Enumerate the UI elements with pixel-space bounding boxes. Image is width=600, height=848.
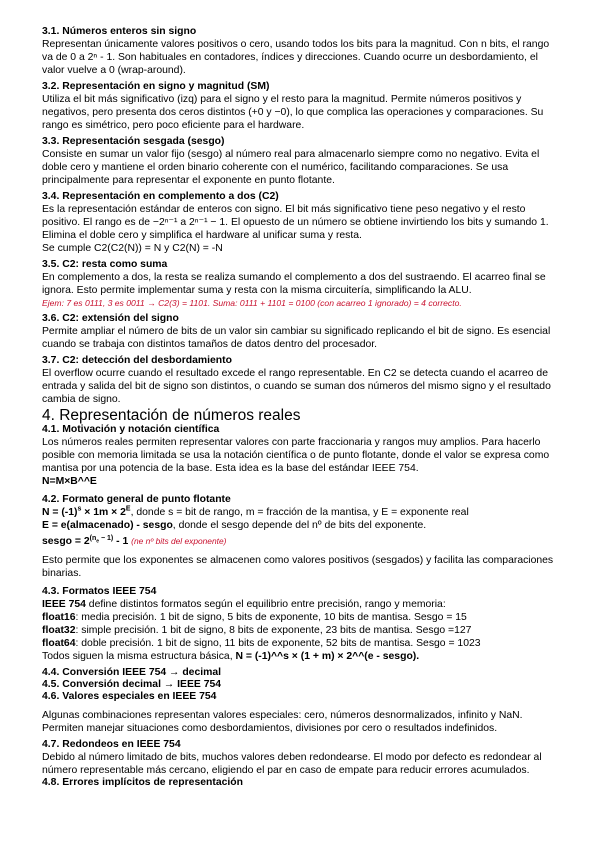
section-4-5-title: 4.5. Conversión decimal → IEEE 754 <box>42 679 222 690</box>
format-desc: : simple precisión. 1 bit de signo, 8 bits de exponente, 23 bits de mantisa. Sesgo =127 <box>75 625 472 636</box>
formula-mantissa-part: × 1m × 2 <box>81 507 126 518</box>
section-3-5-example: Ejem: 7 es 0111, 3 es 0011 → C2(3) = 1101. Suma: 0111 + 1101 = 0100 (con acarreo 1 ignorado) = 4 correcto. <box>42 298 462 308</box>
section-4-3-title: 4.3. Formatos IEEE 754 <box>42 586 157 597</box>
bias-formula-line <box>42 535 562 548</box>
format-name: float64 <box>42 638 76 649</box>
chapter-4-heading: 4. Representación de números reales <box>42 407 301 424</box>
section-3-6-text: Permite ampliar el número de bits de un valor sin cambiar su significado replicando el bit de signo. Es esencial cuando se trabaja con distintos tamaños de datos dentro del procesador. <box>42 326 551 350</box>
format-desc: : media precisión. 1 bit de signo, 5 bits de exponente, 10 bits de mantisa. Sesgo = 15 <box>75 612 467 623</box>
bias-formula-suffix: - 1 <box>113 536 129 547</box>
format-float16 <box>42 611 562 624</box>
section-4-2-title: 4.2. Formato general de punto flotante <box>42 494 231 505</box>
section-3-2-title: 3.2. Representación en signo y magnitud (SM) <box>42 81 270 92</box>
section-4-7-text: Debido al número limitado de bits, muchos valores deben redondearse. El modo por defecto es redondear al número representable más cercano, eligiendo el par en caso de empate para reducir errores acumulados. <box>42 752 542 776</box>
section-4-1-text: Los números reales permiten representar valores con parte fraccionaria y rangos muy amplios. Para hacerlo posible con memoria limitada se usa la notación científica o de punto flotante, donde el valor se expresa como mantisa por una potencia de la base. Esta idea es la base del estándar IEEE 754. <box>42 437 550 474</box>
section-3-3-title: 3.3. Representación sesgada (sesgo) <box>42 136 225 147</box>
section-3-4-formula: Se cumple C2(C2(N)) = N y C2(N) = -N <box>42 243 223 254</box>
formula-power-exponent: E <box>125 505 131 513</box>
section-3-3-text: Consiste en sumar un valor fijo (sesgo) al número real para almacenarlo siempre como no negativo. Evita el doble cero y mantiene el orden binario coherente con el numérico, facilitando comparaciones. Se usa principalmente para representar el exponente en punto flotante. <box>42 149 540 186</box>
exponent-formula: E = e(almacenado) - sesgo <box>42 520 173 531</box>
section-3-5-title: 3.5. C2: resta como suma <box>42 259 168 270</box>
exponent-formula-line <box>42 519 562 532</box>
section-3-5-text: En complemento a dos, la resta se realiza sumando el complemento a dos del sustraendo. El acarreo final se ignora. Esto permite implementar suma y resta con la misma circuitería, simplificando la ALU. <box>42 272 546 296</box>
ieee-intro-rest: define distintos formatos según el equilibrio entre precisión, rango y memoria: <box>85 599 446 610</box>
ieee-summary-pre: Todos siguen la misma estructura básica, <box>42 651 236 662</box>
ieee-intro-bold: IEEE 754 <box>42 599 86 610</box>
section-3-1-title: 3.1. Números enteros sin signo <box>42 26 197 37</box>
document-page <box>42 26 562 789</box>
bias-exp-e: e <box>96 537 100 544</box>
section-3-1-text: Representan únicamente valores positivos o cero, usando todos los bits para la magnitud. Con n bits, el rango va de 0 a 2ⁿ - 1. Son habituales en contadores, índices y direcciones. Cuando ocurre un desbordamiento, el valor vuelve a 0 (wrap-around). <box>42 39 550 76</box>
section-4-8-title: 4.8. Errores implícitos de representación <box>42 777 243 788</box>
format-float32 <box>42 624 562 637</box>
format-desc: : doble precisión. 1 bit de signo, 11 bits de exponente, 52 bits de mantisa. Sesgo = 1023 <box>75 638 481 649</box>
exponent-formula-note: , donde el sesgo depende del nº de bits del exponente. <box>172 520 427 531</box>
section-4-7-title: 4.7. Redondeos en IEEE 754 <box>42 739 181 750</box>
ieee-summary <box>42 650 562 663</box>
format-float64 <box>42 637 562 650</box>
section-4-6-title: 4.6. Valores especiales en IEEE 754 <box>42 691 217 702</box>
section-4-6-text: Algunas combinaciones representan valores especiales: cero, números desnormalizados, infinito y NaN. Permiten manejar situaciones como desbordamientos, divisiones por cero o resultados indefinidos. <box>42 710 523 734</box>
ieee-intro <box>42 598 562 611</box>
bias-exp-n: (n <box>89 534 97 542</box>
section-4-1-formula: N=M×B^^E <box>42 476 97 487</box>
section-3-4-text: Es la representación estándar de enteros con signo. El bit más significativo tiene peso negativo y el resto positivo. El rango es de −2ⁿ⁻¹ a 2ⁿ⁻¹ − 1. El opuesto de un número se obtiene invirtiendo los bits y sumando 1. Elimina el doble cero y simplifica el hardware al unificar suma y resta. <box>42 204 549 241</box>
format-name: float16 <box>42 612 76 623</box>
formula-definitions: , donde s = bit de rango, m = fracción de la mantisa, y E = exponente real <box>130 507 469 518</box>
bias-exp-end: − 1) <box>99 534 114 542</box>
section-3-7-text: El overflow ocurre cuando el resultado excede el rango representable. En C2 se detecta cuando el acarreo de entrada y salida del bit de signo son distintos, o cuando se suman dos números del mismo signo y el resultado cambia de signo. <box>42 368 551 405</box>
section-3-2-text: Utiliza el bit más significativo (izq) para el signo y el resto para la magnitud. Permite números positivos y negativos, pero presenta dos ceros distintos (+0 y −0), lo que complica las operaciones y comparaciones. Su rango es simétrico, pero poco eficiente para el hardware. <box>42 94 544 131</box>
ieee-summary-formula: N = (-1)^^s × (1 + m) × 2^^(e - sesgo). <box>235 651 420 662</box>
section-4-1-title: 4.1. Motivación y notación científica <box>42 424 220 435</box>
format-name: float32 <box>42 625 76 636</box>
formula-sign-part: N = (-1) <box>42 507 78 518</box>
section-3-7-title: 3.7. C2: detección del desbordamiento <box>42 355 232 366</box>
bias-formula-note: (ne nº bits del exponente) <box>131 536 227 546</box>
bias-formula-exponent <box>90 535 114 542</box>
floating-point-formula-line <box>42 506 562 519</box>
section-3-6-title: 3.6. C2: extensión del signo <box>42 313 179 324</box>
formula-sign-exponent: s <box>77 505 82 513</box>
section-3-4-title: 3.4. Representación en complemento a dos (C2) <box>42 191 279 202</box>
bias-formula-prefix: sesgo = 2 <box>42 536 90 547</box>
section-4-4-title: 4.4. Conversión IEEE 754 → decimal <box>42 667 222 678</box>
section-4-2-text: Esto permite que los exponentes se almacenen como valores positivos (sesgados) y facilita las comparaciones binarias. <box>42 555 554 579</box>
